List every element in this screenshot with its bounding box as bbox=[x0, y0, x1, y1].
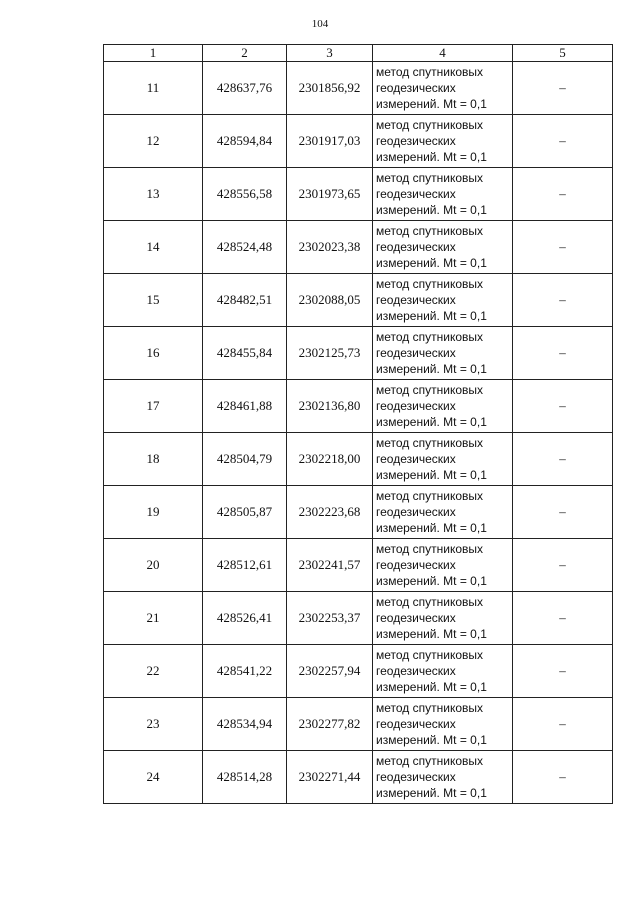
x-coordinate: 428514,28 bbox=[203, 751, 287, 804]
method-line-1: метод спутниковых bbox=[376, 648, 484, 662]
column-5-value: – bbox=[513, 486, 613, 539]
y-coordinate: 2302223,68 bbox=[287, 486, 373, 539]
method-line-3: измерений. Mt = 0,1 bbox=[376, 415, 487, 429]
method-line-1: метод спутниковых bbox=[376, 277, 484, 291]
header-col-1: 1 bbox=[104, 45, 203, 62]
method-line-3: измерений. Mt = 0,1 bbox=[376, 733, 487, 747]
method-line-1: метод спутниковых bbox=[376, 701, 484, 715]
point-number: 23 bbox=[104, 698, 203, 751]
coordinates-table bbox=[103, 44, 613, 804]
method-description bbox=[373, 62, 513, 115]
page-number: 104 bbox=[311, 18, 329, 30]
method-description bbox=[373, 274, 513, 327]
method-line-2: геодезических bbox=[376, 187, 456, 201]
y-coordinate: 2302241,57 bbox=[287, 539, 373, 592]
table-row bbox=[104, 433, 613, 486]
method-line-2: геодезических bbox=[376, 346, 456, 360]
point-number: 21 bbox=[104, 592, 203, 645]
column-5-value: – bbox=[513, 274, 613, 327]
table-row bbox=[104, 486, 613, 539]
y-coordinate: 2302257,94 bbox=[287, 645, 373, 698]
x-coordinate: 428482,51 bbox=[203, 274, 287, 327]
column-5-value: – bbox=[513, 62, 613, 115]
method-line-2: геодезических bbox=[376, 558, 456, 572]
column-5-value: – bbox=[513, 645, 613, 698]
method-description bbox=[373, 168, 513, 221]
table-body bbox=[104, 62, 613, 804]
method-line-3: измерений. Mt = 0,1 bbox=[376, 309, 487, 323]
x-coordinate: 428455,84 bbox=[203, 327, 287, 380]
method-description bbox=[373, 698, 513, 751]
point-number: 22 bbox=[104, 645, 203, 698]
column-5-value: – bbox=[513, 168, 613, 221]
method-line-1: метод спутниковых bbox=[376, 224, 484, 238]
method-line-3: измерений. Mt = 0,1 bbox=[376, 627, 487, 641]
table-row bbox=[104, 698, 613, 751]
point-number: 18 bbox=[104, 433, 203, 486]
method-line-2: геодезических bbox=[376, 134, 456, 148]
x-coordinate: 428505,87 bbox=[203, 486, 287, 539]
y-coordinate: 2302218,00 bbox=[287, 433, 373, 486]
method-line-3: измерений. Mt = 0,1 bbox=[376, 362, 487, 376]
method-line-3: измерений. Mt = 0,1 bbox=[376, 680, 487, 694]
point-number: 13 bbox=[104, 168, 203, 221]
method-line-1: метод спутниковых bbox=[376, 65, 484, 79]
table-row bbox=[104, 62, 613, 115]
x-coordinate: 428526,41 bbox=[203, 592, 287, 645]
y-coordinate: 2302023,38 bbox=[287, 221, 373, 274]
header-row bbox=[104, 45, 613, 62]
point-number: 16 bbox=[104, 327, 203, 380]
table-row bbox=[104, 380, 613, 433]
y-coordinate: 2302253,37 bbox=[287, 592, 373, 645]
header-col-5: 5 bbox=[513, 45, 613, 62]
method-line-2: геодезических bbox=[376, 240, 456, 254]
header-col-4: 4 bbox=[373, 45, 513, 62]
method-line-3: измерений. Mt = 0,1 bbox=[376, 256, 487, 270]
method-description bbox=[373, 433, 513, 486]
column-5-value: – bbox=[513, 327, 613, 380]
method-line-3: измерений. Mt = 0,1 bbox=[376, 203, 487, 217]
point-number: 20 bbox=[104, 539, 203, 592]
method-line-2: геодезических bbox=[376, 717, 456, 731]
x-coordinate: 428504,79 bbox=[203, 433, 287, 486]
x-coordinate: 428524,48 bbox=[203, 221, 287, 274]
header-col-2: 2 bbox=[203, 45, 287, 62]
column-5-value: – bbox=[513, 592, 613, 645]
x-coordinate: 428637,76 bbox=[203, 62, 287, 115]
x-coordinate: 428556,58 bbox=[203, 168, 287, 221]
x-coordinate: 428512,61 bbox=[203, 539, 287, 592]
table-row bbox=[104, 115, 613, 168]
point-number: 15 bbox=[104, 274, 203, 327]
method-line-3: измерений. Mt = 0,1 bbox=[376, 468, 487, 482]
method-line-2: геодезических bbox=[376, 611, 456, 625]
x-coordinate: 428534,94 bbox=[203, 698, 287, 751]
y-coordinate: 2301917,03 bbox=[287, 115, 373, 168]
point-number: 11 bbox=[104, 62, 203, 115]
method-line-1: метод спутниковых bbox=[376, 118, 484, 132]
method-description bbox=[373, 380, 513, 433]
x-coordinate: 428594,84 bbox=[203, 115, 287, 168]
method-line-2: геодезических bbox=[376, 399, 456, 413]
method-line-2: геодезических bbox=[376, 770, 456, 784]
column-5-value: – bbox=[513, 751, 613, 804]
method-line-3: измерений. Mt = 0,1 bbox=[376, 150, 487, 164]
y-coordinate: 2301856,92 bbox=[287, 62, 373, 115]
table-row bbox=[104, 645, 613, 698]
table-row bbox=[104, 327, 613, 380]
method-line-1: метод спутниковых bbox=[376, 489, 484, 503]
method-line-2: геодезических bbox=[376, 452, 456, 466]
y-coordinate: 2302271,44 bbox=[287, 751, 373, 804]
y-coordinate: 2302125,73 bbox=[287, 327, 373, 380]
method-description bbox=[373, 486, 513, 539]
method-line-2: геодезических bbox=[376, 664, 456, 678]
method-description bbox=[373, 115, 513, 168]
method-description bbox=[373, 645, 513, 698]
header-col-3: 3 bbox=[287, 45, 373, 62]
method-line-1: метод спутниковых bbox=[376, 754, 484, 768]
method-line-1: метод спутниковых bbox=[376, 171, 484, 185]
point-number: 19 bbox=[104, 486, 203, 539]
method-line-3: измерений. Mt = 0,1 bbox=[376, 574, 487, 588]
point-number: 24 bbox=[104, 751, 203, 804]
table-row bbox=[104, 751, 613, 804]
method-description bbox=[373, 751, 513, 804]
table-row bbox=[104, 592, 613, 645]
method-line-1: метод спутниковых bbox=[376, 595, 484, 609]
column-5-value: – bbox=[513, 115, 613, 168]
y-coordinate: 2302136,80 bbox=[287, 380, 373, 433]
column-5-value: – bbox=[513, 380, 613, 433]
method-line-3: измерений. Mt = 0,1 bbox=[376, 97, 487, 111]
column-5-value: – bbox=[513, 433, 613, 486]
x-coordinate: 428541,22 bbox=[203, 645, 287, 698]
column-5-value: – bbox=[513, 698, 613, 751]
point-number: 12 bbox=[104, 115, 203, 168]
table-row bbox=[104, 274, 613, 327]
point-number: 14 bbox=[104, 221, 203, 274]
method-description bbox=[373, 221, 513, 274]
point-number: 17 bbox=[104, 380, 203, 433]
method-line-1: метод спутниковых bbox=[376, 436, 484, 450]
y-coordinate: 2301973,65 bbox=[287, 168, 373, 221]
y-coordinate: 2302277,82 bbox=[287, 698, 373, 751]
method-description bbox=[373, 327, 513, 380]
column-5-value: – bbox=[513, 221, 613, 274]
method-line-2: геодезических bbox=[376, 81, 456, 95]
table-header bbox=[104, 45, 613, 62]
method-description bbox=[373, 539, 513, 592]
method-line-1: метод спутниковых bbox=[376, 542, 484, 556]
method-line-3: измерений. Mt = 0,1 bbox=[376, 786, 487, 800]
method-line-1: метод спутниковых bbox=[376, 330, 484, 344]
table-row bbox=[104, 168, 613, 221]
method-line-3: измерений. Mt = 0,1 bbox=[376, 521, 487, 535]
table-row bbox=[104, 221, 613, 274]
method-line-1: метод спутниковых bbox=[376, 383, 484, 397]
method-line-2: геодезических bbox=[376, 505, 456, 519]
x-coordinate: 428461,88 bbox=[203, 380, 287, 433]
table-row bbox=[104, 539, 613, 592]
method-description bbox=[373, 592, 513, 645]
method-line-2: геодезических bbox=[376, 293, 456, 307]
column-5-value: – bbox=[513, 539, 613, 592]
y-coordinate: 2302088,05 bbox=[287, 274, 373, 327]
